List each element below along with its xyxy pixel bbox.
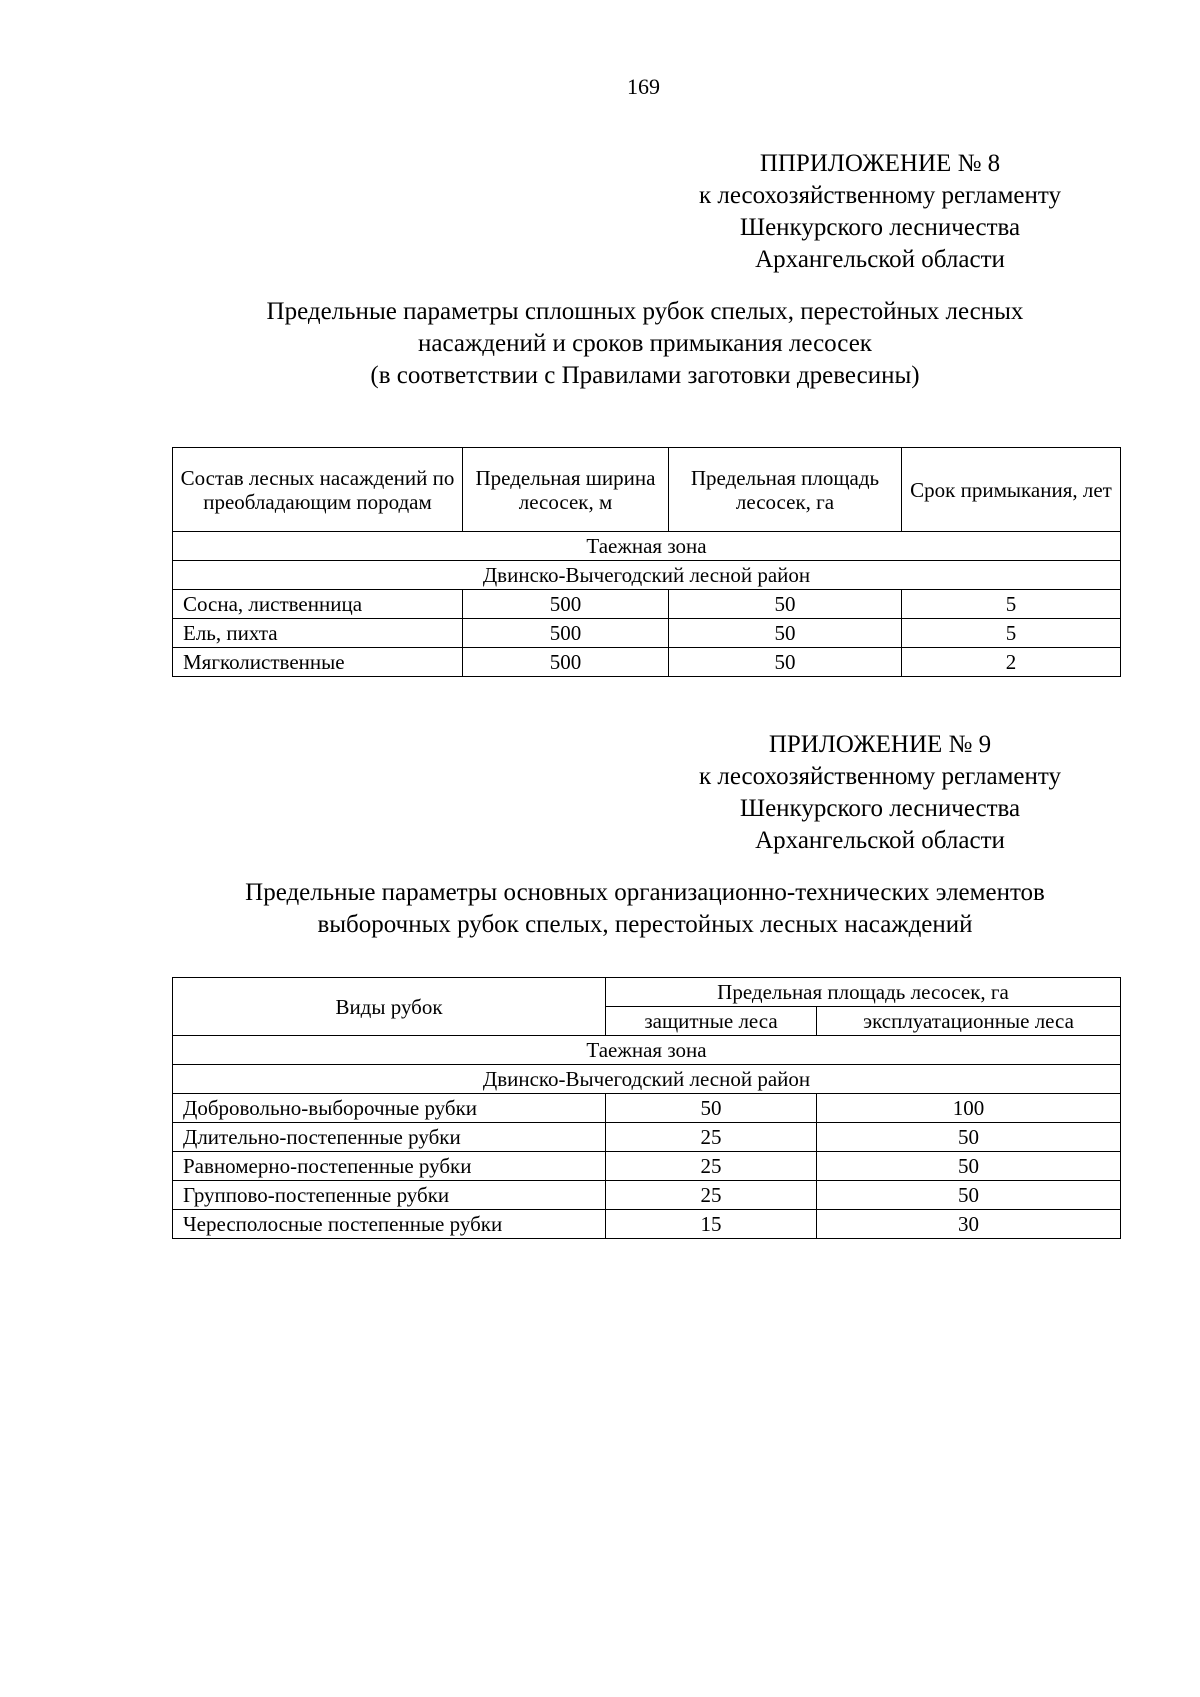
table-9-cell-name: Равномерно-постепенные рубки xyxy=(173,1152,606,1181)
table-9-header-exploitation: эксплуатационные леса xyxy=(817,1007,1121,1036)
appendix-8-line4: Архангельской области xyxy=(755,246,1005,273)
table-9-cell-name: Длительно-постепенные рубки xyxy=(173,1123,606,1152)
table-8-title-line2: насаждений и сроков примыкания лесосек xyxy=(418,330,872,357)
table-row xyxy=(173,1094,1121,1123)
table-8-title-line3: (в соответствии с Правилами заготовки древесины) xyxy=(370,362,920,389)
table-8-zone: Таежная зона xyxy=(173,532,1121,561)
table-8-cell-name: Сосна, лиственница xyxy=(173,590,463,619)
table-9-cell-exploitation: 50 xyxy=(817,1181,1121,1210)
table-9-header-row xyxy=(173,978,1121,1007)
table-9-header-type: Виды рубок xyxy=(173,978,606,1036)
appendix-9-header xyxy=(640,729,1120,857)
table-row xyxy=(173,1152,1121,1181)
table-9-cell-name: Добровольно-выборочные рубки xyxy=(173,1094,606,1123)
table-8-cell-term: 5 xyxy=(902,619,1121,648)
table-9-cell-protective: 50 xyxy=(606,1094,817,1123)
table-8-region: Двинско-Вычегодский лесной район xyxy=(173,561,1121,590)
table-8-cell-width: 500 xyxy=(463,590,669,619)
appendix-9-line3: Шенкурского лесничества xyxy=(739,795,1021,822)
table-9-cell-name: Группово-постепенные рубки xyxy=(173,1181,606,1210)
table-9-cell-exploitation: 30 xyxy=(817,1210,1121,1239)
table-8-cell-area: 50 xyxy=(669,648,902,677)
table-8-region-row xyxy=(173,561,1121,590)
appendix-9-line4: Архангельской области xyxy=(755,827,1005,854)
table-9-cell-protective: 15 xyxy=(606,1210,817,1239)
table-row xyxy=(173,648,1121,677)
appendix-8-line2: к лесохозяйственному регламенту xyxy=(698,182,1062,209)
table-9-cell-exploitation: 100 xyxy=(817,1094,1121,1123)
appendix-9-line2: к лесохозяйственному регламенту xyxy=(698,763,1062,790)
table-8-cell-area: 50 xyxy=(669,619,902,648)
table-9-title xyxy=(170,877,1120,941)
table-9-region: Двинско-Вычегодский лесной район xyxy=(173,1065,1121,1094)
table-8-header-width: Предельная ширина лесосек, м xyxy=(463,448,669,532)
table-8-cell-term: 2 xyxy=(902,648,1121,677)
page-number: 169 xyxy=(627,74,660,99)
table-8-cell-name: Ель, пихта xyxy=(173,619,463,648)
table-8-cell-width: 500 xyxy=(463,619,669,648)
table-9-header-protective: защитные леса xyxy=(606,1007,817,1036)
table-8-zone-row xyxy=(173,532,1121,561)
appendix-8-heading: ППРИЛОЖЕНИЕ № 8 xyxy=(759,150,1001,177)
table-row xyxy=(173,1210,1121,1239)
table-row xyxy=(173,619,1121,648)
table-row xyxy=(173,1123,1121,1152)
table-9-title-line2: выборочных рубок спелых, перестойных лесных насаждений xyxy=(317,911,973,938)
table-9-cell-protective: 25 xyxy=(606,1152,817,1181)
table-8 xyxy=(172,447,1121,677)
table-8-title xyxy=(170,296,1120,392)
table-9-header-area: Предельная площадь лесосек, га xyxy=(606,978,1121,1007)
table-row xyxy=(173,1181,1121,1210)
table-8-cell-term: 5 xyxy=(902,590,1121,619)
table-8-cell-area: 50 xyxy=(669,590,902,619)
table-9-zone-row xyxy=(173,1036,1121,1065)
table-9-cell-name: Чересполосные постепенные рубки xyxy=(173,1210,606,1239)
appendix-8-header xyxy=(640,148,1120,276)
table-9-cell-protective: 25 xyxy=(606,1181,817,1210)
table-9-zone: Таежная зона xyxy=(173,1036,1121,1065)
table-8-title-line1: Предельные параметры сплошных рубок спелых, перестойных лесных xyxy=(266,298,1024,325)
appendix-8-line3: Шенкурского лесничества xyxy=(739,214,1021,241)
table-9-title-line1: Предельные параметры основных организационно-технических элементов xyxy=(245,879,1045,906)
table-8-cell-width: 500 xyxy=(463,648,669,677)
table-9-cell-protective: 25 xyxy=(606,1123,817,1152)
table-8-header-composition: Состав лесных насаждений по преобладающим породам xyxy=(173,448,463,532)
table-8-header-row xyxy=(173,448,1121,532)
table-9 xyxy=(172,977,1121,1239)
table-9-cell-exploitation: 50 xyxy=(817,1123,1121,1152)
appendix-9-heading: ПРИЛОЖЕНИЕ № 9 xyxy=(768,731,992,758)
table-8-header-area: Предельная площадь лесосек, га xyxy=(669,448,902,532)
table-row xyxy=(173,590,1121,619)
table-9-region-row xyxy=(173,1065,1121,1094)
table-9-cell-exploitation: 50 xyxy=(817,1152,1121,1181)
table-8-header-term: Срок примыкания, лет xyxy=(902,448,1121,532)
table-8-cell-name: Мягколиственные xyxy=(173,648,463,677)
